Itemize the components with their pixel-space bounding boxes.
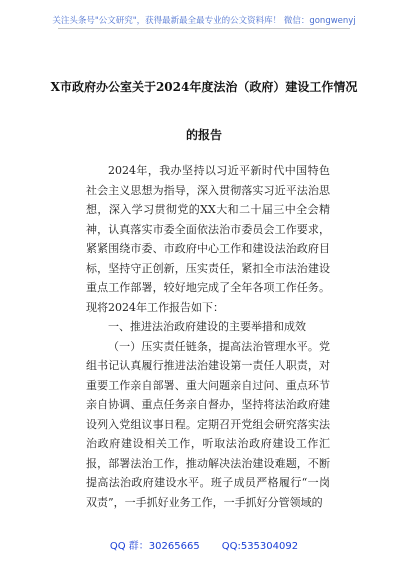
document-title-continuation: 的报告 (185, 128, 222, 142)
section-paragraph: （一）压实责任链条，提高法治管理水平。党组书记认真履行推进法治建设第一责任人职责，对重要工作亲自部署、重大问题亲自过问、重点环节亲自协调、重点任务亲自督办，坚持将法治政府建设列入党组议事日程。定期召开党组会研究落实法治政府建设相关工作，听取法治政府建设工作汇报，部署法治工作，推动解决法治建设难题，不断提高法治政府建设水平。班子成员严格履行“一岗双责”，一手抓好业务工作，一手抓好分管领域的 (86, 339, 330, 509)
section-heading: 一、推进法治政府建设的主要举措和成效 (108, 320, 306, 333)
footer-contact (0, 537, 408, 552)
document-body (86, 161, 330, 512)
footer-qq: QQ:535304092 (221, 541, 299, 552)
intro-paragraph: 2024年，我办坚持以习近平新时代中国特色社会主义思想为指导，深入贯彻落实习近平法治思想，深入学习贯彻党的XX大和二十届三中全会精神，认真落实市委全面依法治市委员会工作要求，紧紧围绕市委、市政府中心工作和建设法治政府目标，坚持守正创新，压实责任，紧扣全市法治建设重点工作部署，较好地完成了全年各项工作任务。现将2024年工作报告如下： (86, 164, 330, 314)
document-title: X市政府办公室关于2024年度法治（政府）建设工作情况 (50, 80, 358, 94)
header-divider (58, 28, 350, 29)
header-banner: 关注头条号"公文研究"，获得最新最全最专业的公文资料库！ 微信：gongwenyj (52, 16, 356, 26)
footer-qq-group: QQ 群：30265665 (109, 541, 200, 552)
